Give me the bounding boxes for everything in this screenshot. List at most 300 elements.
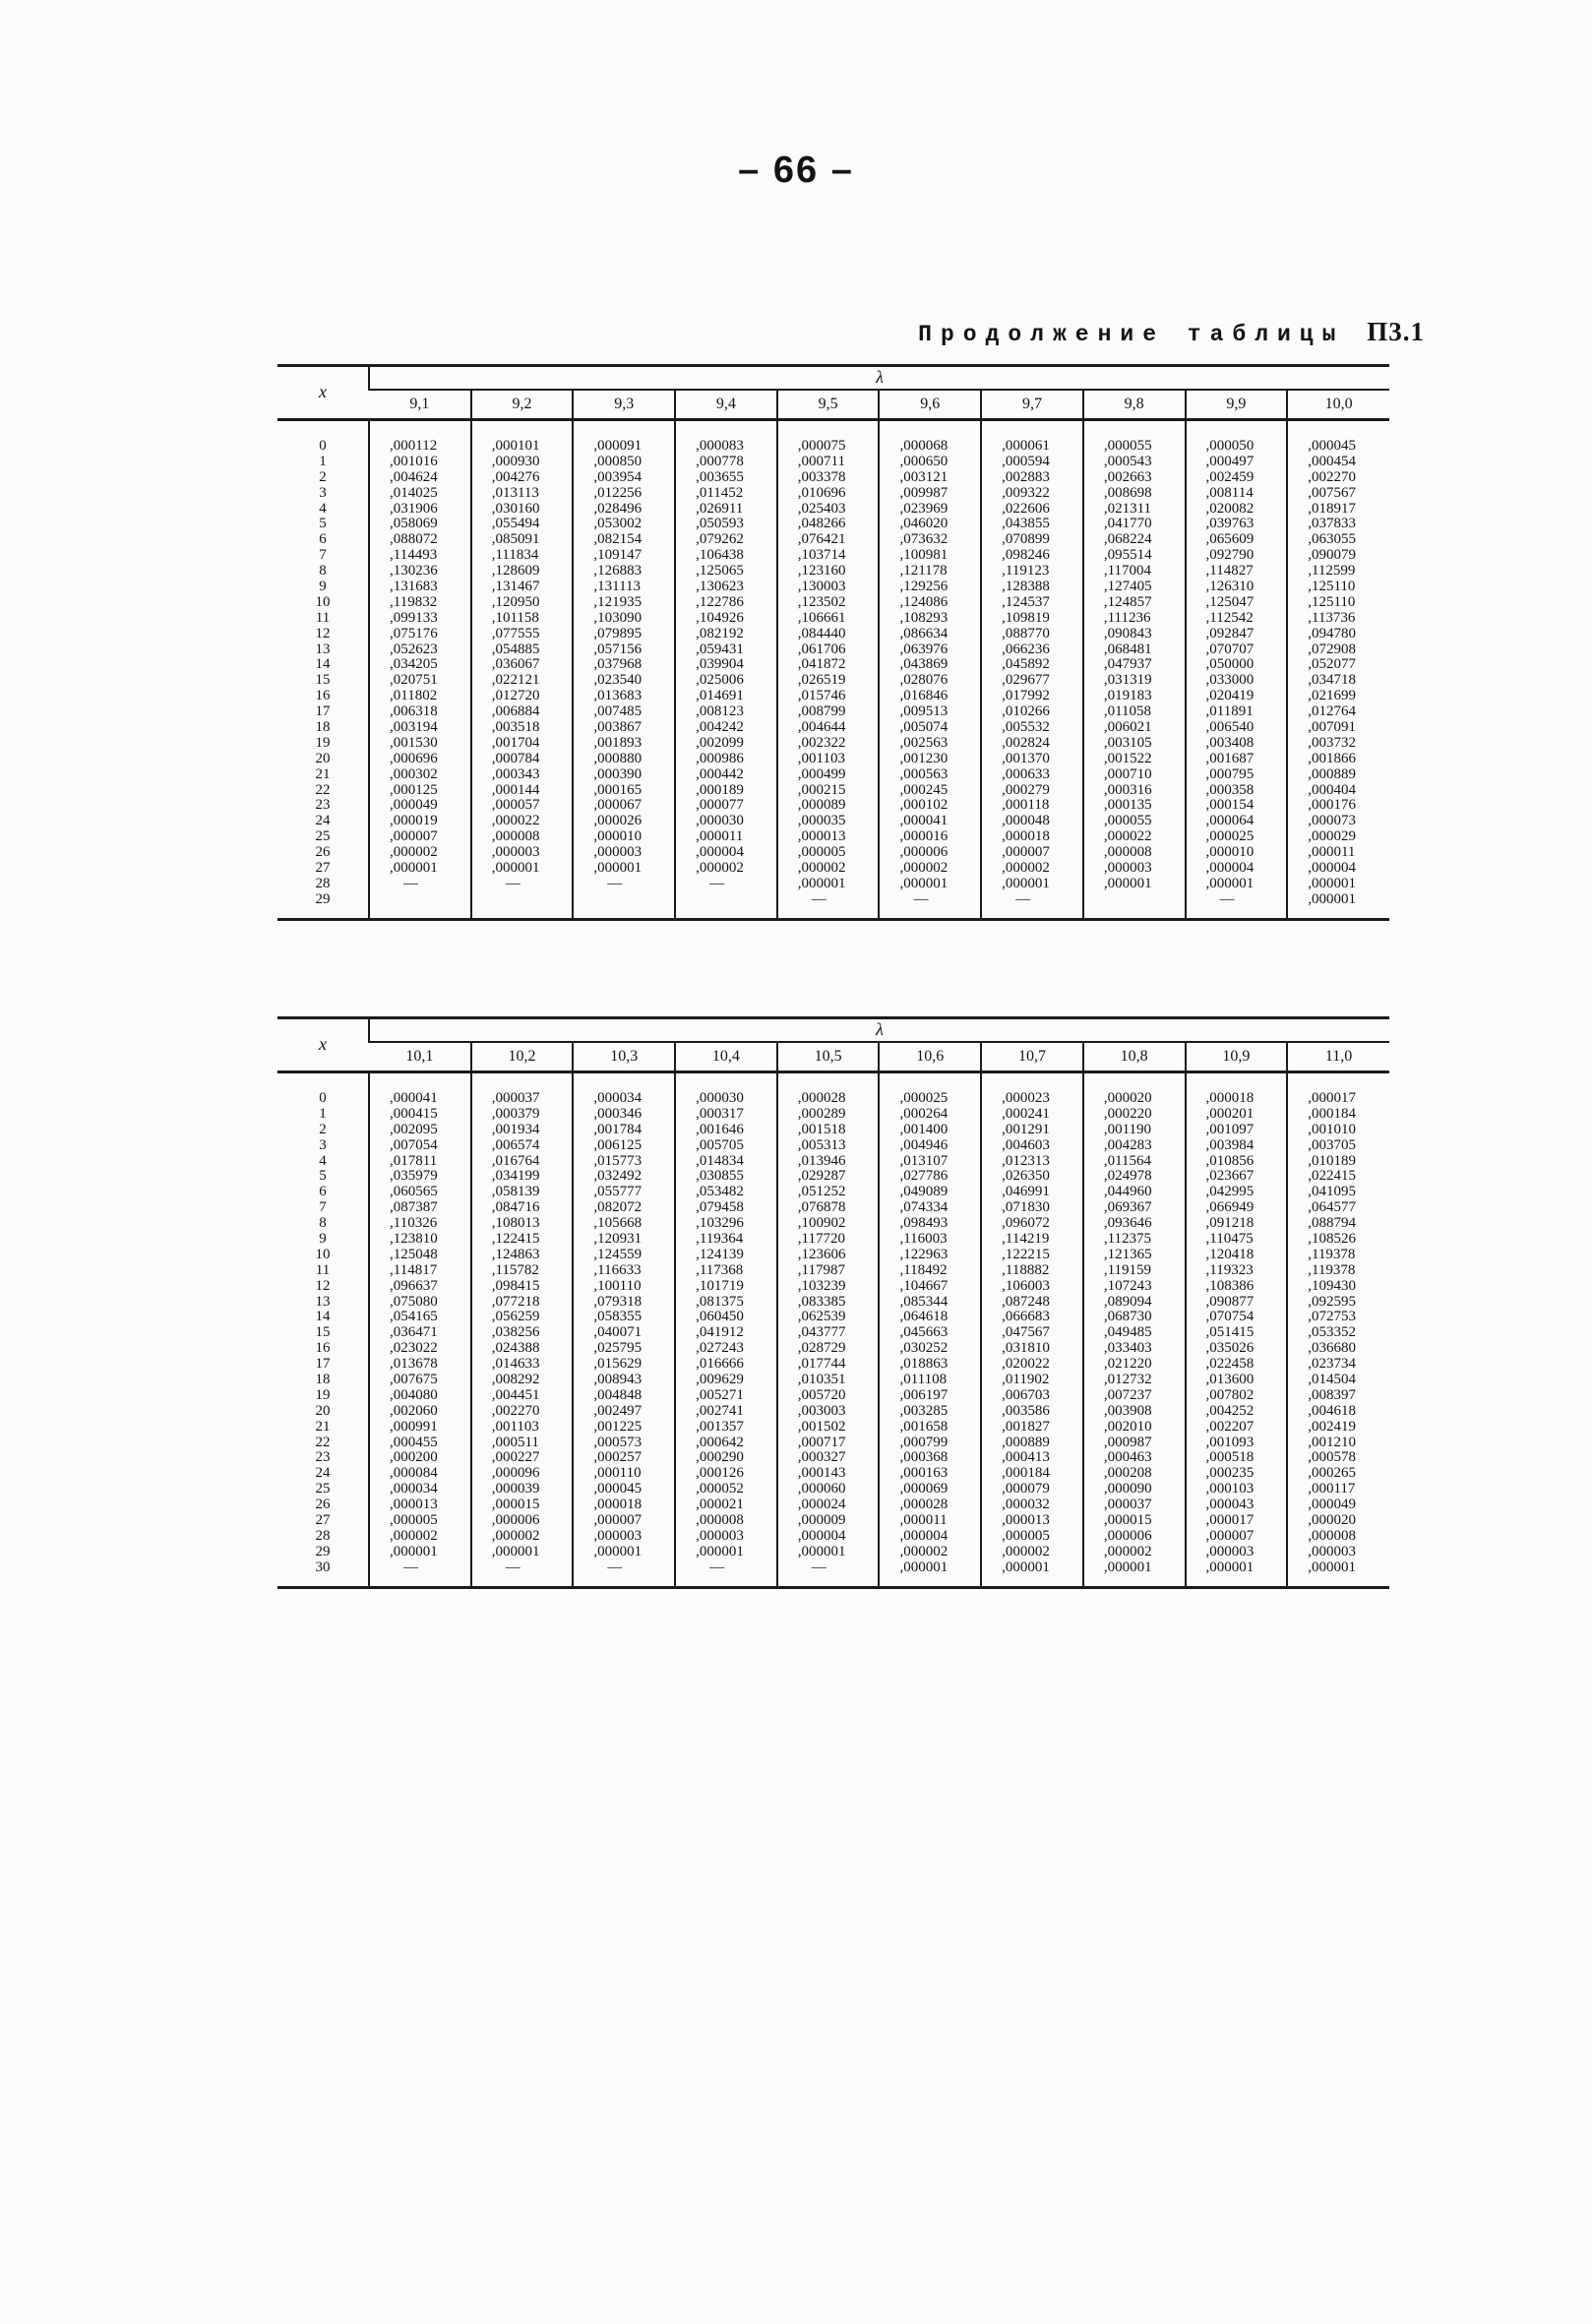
probability-value: — bbox=[1219, 890, 1235, 907]
probability-value: ,000035 bbox=[797, 813, 846, 829]
probability-value: ,006021 bbox=[1103, 719, 1152, 736]
probability-value: ,011902 bbox=[1002, 1372, 1050, 1388]
probability-value: ,007802 bbox=[1205, 1386, 1255, 1403]
x-value: 12 bbox=[315, 1277, 331, 1294]
probability-value: ,022121 bbox=[491, 672, 540, 689]
poisson-table-lower bbox=[277, 1016, 1389, 1589]
x-value: 14 bbox=[315, 1309, 331, 1325]
probability-column bbox=[675, 1072, 777, 1588]
probability-value: ,114817 bbox=[390, 1261, 438, 1278]
probability-value: ,050000 bbox=[1205, 656, 1255, 673]
x-value: 28 bbox=[315, 875, 331, 891]
probability-value: ,088794 bbox=[1308, 1215, 1356, 1232]
probability-value: ,000110 bbox=[593, 1465, 642, 1482]
probability-value: ,072908 bbox=[1308, 641, 1356, 657]
probability-value: ,000264 bbox=[899, 1105, 949, 1122]
probability-value: ,041095 bbox=[1308, 1184, 1356, 1200]
probability-value: ,025006 bbox=[696, 672, 744, 689]
probability-value: ,010856 bbox=[1205, 1152, 1255, 1169]
probability-value: ,000018 bbox=[593, 1497, 643, 1513]
x-value: 11 bbox=[315, 609, 331, 626]
probability-value: ,113736 bbox=[1308, 609, 1356, 626]
probability-value: ,040071 bbox=[593, 1324, 643, 1341]
probability-value: ,108013 bbox=[491, 1215, 540, 1232]
probability-value: ,000165 bbox=[593, 781, 643, 798]
probability-value: ,063976 bbox=[899, 641, 949, 657]
probability-value: ,003105 bbox=[1103, 734, 1152, 751]
probability-value: ,006197 bbox=[899, 1386, 949, 1403]
probability-value: ,011564 bbox=[1103, 1152, 1152, 1169]
probability-value: ,116633 bbox=[593, 1261, 642, 1278]
probability-value: ,000020 bbox=[1308, 1512, 1356, 1529]
x-value: 24 bbox=[315, 1465, 331, 1482]
probability-value: ,004080 bbox=[390, 1386, 438, 1403]
probability-value: ,021220 bbox=[1103, 1356, 1152, 1373]
probability-value: ,079895 bbox=[593, 625, 643, 642]
probability-value: ,001225 bbox=[593, 1418, 643, 1435]
probability-value: ,001530 bbox=[390, 734, 438, 751]
probability-value: ,043777 bbox=[797, 1324, 846, 1341]
probability-value: ,012313 bbox=[1002, 1152, 1050, 1169]
probability-value: ,065609 bbox=[1205, 531, 1255, 548]
x-value: 14 bbox=[315, 656, 331, 673]
probability-value: ,020419 bbox=[1205, 688, 1255, 704]
probability-value: ,127405 bbox=[1103, 579, 1152, 595]
probability-value: ,003705 bbox=[1308, 1136, 1356, 1153]
probability-value: ,060450 bbox=[696, 1309, 744, 1325]
probability-value: ,002010 bbox=[1103, 1418, 1152, 1435]
probability-value: ,000001 bbox=[1103, 1559, 1152, 1575]
probability-value: ,033000 bbox=[1205, 672, 1255, 689]
probability-value: ,000020 bbox=[1103, 1090, 1152, 1106]
probability-value: ,121365 bbox=[1103, 1246, 1152, 1262]
probability-value: ,020022 bbox=[1002, 1356, 1050, 1373]
probability-value: ,015629 bbox=[593, 1356, 643, 1373]
probability-value: ,000317 bbox=[696, 1105, 744, 1122]
probability-value: ,023969 bbox=[899, 500, 949, 517]
probability-value: ,070707 bbox=[1205, 641, 1255, 657]
probability-value: ,000006 bbox=[899, 844, 949, 861]
probability-value: ,000003 bbox=[696, 1527, 744, 1544]
probability-value: — bbox=[505, 1559, 520, 1575]
probability-value: ,031906 bbox=[390, 500, 438, 517]
probability-value: ,000454 bbox=[1308, 453, 1356, 469]
probability-value: ,053002 bbox=[593, 516, 643, 532]
probability-value: ,001210 bbox=[1308, 1434, 1356, 1450]
probability-value: ,087387 bbox=[390, 1199, 438, 1216]
probability-value: ,000052 bbox=[696, 1481, 744, 1498]
probability-value: ,008123 bbox=[696, 703, 744, 720]
probability-value: ,012720 bbox=[491, 688, 540, 704]
probability-value: ,000343 bbox=[491, 765, 540, 782]
probability-value: ,000001 bbox=[1308, 875, 1356, 891]
probability-value: ,119364 bbox=[696, 1231, 744, 1248]
probability-value: ,000037 bbox=[491, 1090, 540, 1106]
probability-value: ,106003 bbox=[1002, 1277, 1050, 1294]
probability-value: ,000005 bbox=[390, 1512, 438, 1529]
probability-value: ,000003 bbox=[1205, 1543, 1255, 1560]
probability-value: ,061706 bbox=[797, 641, 846, 657]
probability-column bbox=[1083, 420, 1186, 920]
x-value: 21 bbox=[315, 765, 331, 782]
probability-value: ,000102 bbox=[899, 797, 949, 814]
probability-value: ,120950 bbox=[491, 593, 540, 610]
probability-value: ,007091 bbox=[1308, 719, 1356, 736]
probability-value: ,103296 bbox=[696, 1215, 744, 1232]
probability-value: ,103239 bbox=[797, 1277, 846, 1294]
probability-value: ,000096 bbox=[491, 1465, 540, 1482]
probability-value: ,000045 bbox=[593, 1481, 643, 1498]
probability-value: ,054885 bbox=[491, 641, 540, 657]
probability-value: ,005532 bbox=[1002, 719, 1050, 736]
probability-value: ,017992 bbox=[1002, 688, 1050, 704]
probability-column bbox=[573, 1072, 675, 1588]
x-value: 0 bbox=[319, 1090, 327, 1106]
probability-value: ,002099 bbox=[696, 734, 744, 751]
probability-value: ,072753 bbox=[1308, 1309, 1356, 1325]
x-value: 20 bbox=[315, 1402, 331, 1419]
probability-value: ,003518 bbox=[491, 719, 540, 736]
probability-value: ,059431 bbox=[696, 641, 744, 657]
probability-value: ,124537 bbox=[1002, 593, 1050, 610]
probability-value: ,000006 bbox=[491, 1512, 540, 1529]
probability-value: ,018917 bbox=[1308, 500, 1356, 517]
probability-value: ,000143 bbox=[797, 1465, 846, 1482]
probability-value: ,105668 bbox=[593, 1215, 643, 1232]
probability-value: ,000001 bbox=[899, 1559, 949, 1575]
probability-value: ,119378 bbox=[1308, 1261, 1356, 1278]
probability-value: ,029287 bbox=[797, 1168, 846, 1185]
probability-value: ,034199 bbox=[491, 1168, 540, 1185]
probability-value: ,000004 bbox=[899, 1527, 949, 1544]
probability-value: ,000008 bbox=[1103, 844, 1152, 861]
probability-value: ,001866 bbox=[1308, 750, 1356, 766]
probability-column bbox=[1186, 1072, 1288, 1588]
probability-value: ,000518 bbox=[1205, 1449, 1255, 1466]
probability-value: ,031319 bbox=[1103, 672, 1152, 689]
lambda-column-header: 9,3 bbox=[573, 390, 675, 420]
probability-value: ,114827 bbox=[1205, 563, 1254, 580]
probability-value: ,055494 bbox=[491, 516, 540, 532]
probability-value: ,006540 bbox=[1205, 719, 1255, 736]
probability-value: ,000316 bbox=[1103, 781, 1152, 798]
probability-value: ,009322 bbox=[1002, 484, 1050, 501]
probability-value: ,126310 bbox=[1205, 579, 1255, 595]
probability-value: ,026350 bbox=[1002, 1168, 1050, 1185]
x-value: 1 bbox=[319, 1105, 327, 1122]
probability-value: ,019183 bbox=[1103, 688, 1152, 704]
probability-value: ,000497 bbox=[1205, 453, 1255, 469]
x-value: 22 bbox=[315, 781, 331, 798]
probability-value: ,004618 bbox=[1308, 1402, 1356, 1419]
probability-value: ,000390 bbox=[593, 765, 643, 782]
page-number: – 66 – bbox=[738, 150, 854, 191]
probability-value: ,000041 bbox=[899, 813, 949, 829]
probability-value: ,064618 bbox=[899, 1309, 949, 1325]
probability-value: ,000016 bbox=[899, 828, 949, 845]
probability-value: — bbox=[913, 890, 929, 907]
x-value: 10 bbox=[315, 593, 331, 610]
probability-value: ,003378 bbox=[797, 468, 846, 485]
probability-value: ,000006 bbox=[1103, 1527, 1152, 1544]
lambda-column-header: 10,4 bbox=[675, 1042, 777, 1072]
probability-value: ,000039 bbox=[491, 1481, 540, 1498]
probability-value: ,003121 bbox=[899, 468, 949, 485]
x-value: 2 bbox=[319, 1121, 327, 1137]
probability-value: ,120418 bbox=[1205, 1246, 1255, 1262]
probability-value: ,074334 bbox=[899, 1199, 949, 1216]
probability-value: ,041912 bbox=[696, 1324, 744, 1341]
probability-value: ,104667 bbox=[899, 1277, 949, 1294]
probability-value: ,093646 bbox=[1103, 1215, 1152, 1232]
probability-value: ,014691 bbox=[696, 688, 744, 704]
probability-value: ,000003 bbox=[491, 844, 540, 861]
lambda-column-header: 10,9 bbox=[1186, 1042, 1288, 1072]
probability-value: ,076421 bbox=[797, 531, 846, 548]
probability-value: ,000022 bbox=[1103, 828, 1152, 845]
probability-value: ,000003 bbox=[1103, 860, 1152, 877]
probability-value: ,000003 bbox=[593, 1527, 643, 1544]
probability-value: ,016666 bbox=[696, 1356, 744, 1373]
probability-value: ,024388 bbox=[491, 1340, 540, 1357]
probability-value: ,028496 bbox=[593, 500, 643, 517]
x-value: 4 bbox=[319, 500, 327, 517]
probability-value: ,007054 bbox=[390, 1136, 438, 1153]
x-column-header: x bbox=[277, 366, 369, 420]
probability-value: ,025403 bbox=[797, 500, 846, 517]
probability-value: ,000642 bbox=[696, 1434, 744, 1450]
probability-value: ,014504 bbox=[1308, 1372, 1356, 1388]
probability-value: ,000026 bbox=[593, 813, 643, 829]
probability-value: ,066236 bbox=[1002, 641, 1050, 657]
probability-value: ,000067 bbox=[593, 797, 643, 814]
probability-value: ,021699 bbox=[1308, 688, 1356, 704]
probability-value: ,001190 bbox=[1103, 1121, 1152, 1137]
probability-value: ,000135 bbox=[1103, 797, 1152, 814]
probability-column bbox=[573, 420, 675, 920]
probability-value: ,000144 bbox=[491, 781, 540, 798]
x-value: 15 bbox=[315, 1324, 331, 1341]
lambda-column-header: 9,2 bbox=[471, 390, 574, 420]
probability-value: ,000005 bbox=[1002, 1527, 1050, 1544]
probability-value: ,119832 bbox=[390, 593, 438, 610]
x-value: 26 bbox=[315, 844, 331, 861]
probability-value: ,030252 bbox=[899, 1340, 949, 1357]
probability-value: ,001097 bbox=[1205, 1121, 1255, 1137]
lambda-header: λ bbox=[369, 366, 1389, 391]
probability-value: ,001370 bbox=[1002, 750, 1050, 766]
probability-value: ,000002 bbox=[797, 860, 846, 877]
probability-value: ,000077 bbox=[696, 797, 744, 814]
probability-value: ,001400 bbox=[899, 1121, 949, 1137]
probability-value: ,000463 bbox=[1103, 1449, 1152, 1466]
probability-value: ,000368 bbox=[899, 1449, 949, 1466]
probability-value: ,108293 bbox=[899, 609, 949, 626]
probability-value: ,004848 bbox=[593, 1386, 643, 1403]
lambda-column-header: 10,2 bbox=[471, 1042, 574, 1072]
lambda-column-header: 9,4 bbox=[675, 390, 777, 420]
probability-value: ,027243 bbox=[696, 1340, 744, 1357]
probability-value: ,000002 bbox=[1002, 860, 1050, 877]
probability-value: ,087248 bbox=[1002, 1293, 1050, 1310]
probability-value: ,131683 bbox=[390, 579, 438, 595]
x-value: 25 bbox=[315, 1481, 331, 1498]
probability-value: ,002419 bbox=[1308, 1418, 1356, 1435]
probability-value: ,000045 bbox=[1308, 438, 1356, 454]
probability-value: ,103090 bbox=[593, 609, 643, 626]
probability-value: ,125047 bbox=[1205, 593, 1255, 610]
x-value: 23 bbox=[315, 1449, 331, 1466]
probability-value: ,000415 bbox=[390, 1105, 438, 1122]
probability-value: ,100981 bbox=[899, 547, 949, 564]
probability-value: ,000075 bbox=[797, 438, 846, 454]
probability-column bbox=[981, 1072, 1083, 1588]
probability-value: ,119378 bbox=[1308, 1246, 1356, 1262]
probability-value: ,003586 bbox=[1002, 1402, 1050, 1419]
lambda-column-header: 9,8 bbox=[1083, 390, 1186, 420]
probability-value: ,000055 bbox=[1103, 813, 1152, 829]
probability-value: ,000778 bbox=[696, 453, 744, 469]
probability-value: ,084440 bbox=[797, 625, 846, 642]
probability-value: ,082154 bbox=[593, 531, 643, 548]
probability-value: ,033403 bbox=[1103, 1340, 1152, 1357]
probability-value: ,000889 bbox=[1308, 765, 1356, 782]
probability-value: ,000022 bbox=[491, 813, 540, 829]
probability-value: ,000290 bbox=[696, 1449, 744, 1466]
probability-value: ,119159 bbox=[1103, 1261, 1152, 1278]
probability-value: ,000302 bbox=[390, 765, 438, 782]
probability-value: ,047937 bbox=[1103, 656, 1152, 673]
probability-value: — bbox=[505, 875, 520, 891]
probability-value: ,046020 bbox=[899, 516, 949, 532]
x-value: 7 bbox=[319, 1199, 327, 1216]
probability-value: ,000227 bbox=[491, 1449, 540, 1466]
probability-value: ,000001 bbox=[696, 1543, 744, 1560]
probability-value: ,096072 bbox=[1002, 1215, 1050, 1232]
probability-value: ,085344 bbox=[899, 1293, 949, 1310]
probability-value: ,075176 bbox=[390, 625, 438, 642]
table-caption bbox=[918, 317, 1425, 347]
probability-value: ,058069 bbox=[390, 516, 438, 532]
probability-value: ,058355 bbox=[593, 1309, 643, 1325]
probability-value: ,108526 bbox=[1308, 1231, 1356, 1248]
lambda-column-header: 9,6 bbox=[879, 390, 981, 420]
probability-value bbox=[593, 892, 674, 908]
probability-value: ,125110 bbox=[1308, 593, 1356, 610]
x-value: 9 bbox=[319, 579, 327, 595]
probability-value: ,079318 bbox=[593, 1293, 643, 1310]
probability-value: ,000034 bbox=[593, 1090, 643, 1106]
x-value: 10 bbox=[315, 1246, 331, 1262]
probability-value: ,000650 bbox=[899, 453, 949, 469]
x-value: 6 bbox=[319, 1184, 327, 1200]
probability-value: ,000101 bbox=[491, 438, 540, 454]
probability-value: ,017811 bbox=[390, 1152, 438, 1169]
probability-value: ,001016 bbox=[390, 453, 438, 469]
probability-value: ,116003 bbox=[899, 1231, 948, 1248]
probability-value: ,000125 bbox=[390, 781, 438, 798]
probability-value: ,000200 bbox=[390, 1449, 438, 1466]
probability-value: ,077218 bbox=[491, 1293, 540, 1310]
probability-value: — bbox=[403, 1559, 418, 1575]
probability-value: ,007675 bbox=[390, 1372, 438, 1388]
probability-value: ,000257 bbox=[593, 1449, 643, 1466]
probability-value bbox=[492, 892, 573, 908]
probability-value: ,000245 bbox=[899, 781, 949, 798]
probability-column bbox=[879, 1072, 981, 1588]
probability-value: ,092847 bbox=[1205, 625, 1255, 642]
probability-value: ,000001 bbox=[797, 875, 846, 891]
probability-value: ,013946 bbox=[797, 1152, 846, 1169]
probability-value: ,000103 bbox=[1205, 1481, 1255, 1498]
probability-value: ,025795 bbox=[593, 1340, 643, 1357]
probability-value: ,001784 bbox=[593, 1121, 643, 1137]
probability-column bbox=[777, 1072, 880, 1588]
probability-value: ,004624 bbox=[390, 468, 438, 485]
probability-value: ,055777 bbox=[593, 1184, 643, 1200]
probability-value: ,000021 bbox=[696, 1497, 744, 1513]
probability-value: ,002270 bbox=[1308, 468, 1356, 485]
probability-value: ,114493 bbox=[390, 547, 438, 564]
probability-value: ,000930 bbox=[491, 453, 540, 469]
probability-value: ,000710 bbox=[1103, 765, 1152, 782]
probability-value: ,047567 bbox=[1002, 1324, 1050, 1341]
probability-value: ,030855 bbox=[696, 1168, 744, 1185]
probability-value: ,000001 bbox=[1205, 875, 1255, 891]
probability-column bbox=[369, 1072, 471, 1588]
probability-value: ,001934 bbox=[491, 1121, 540, 1137]
probability-value: ,000018 bbox=[1205, 1090, 1255, 1106]
x-value: 24 bbox=[315, 813, 331, 829]
probability-value: ,000889 bbox=[1002, 1434, 1050, 1450]
x-value: 7 bbox=[319, 547, 327, 564]
x-value: 1 bbox=[319, 453, 327, 469]
probability-value: ,060565 bbox=[390, 1184, 438, 1200]
probability-value: ,000003 bbox=[593, 844, 643, 861]
probability-value: ,001103 bbox=[491, 1418, 539, 1435]
probability-value: ,003732 bbox=[1308, 734, 1356, 751]
probability-value: ,088770 bbox=[1002, 625, 1050, 642]
probability-value: ,000003 bbox=[1308, 1543, 1356, 1560]
x-value: 8 bbox=[319, 563, 327, 580]
probability-value: ,041872 bbox=[797, 656, 846, 673]
probability-value: ,045892 bbox=[1002, 656, 1050, 673]
probability-value: ,023734 bbox=[1308, 1356, 1356, 1373]
probability-value: ,000002 bbox=[390, 844, 438, 861]
lambda-column-header: 10,8 bbox=[1083, 1042, 1186, 1072]
probability-value: ,125110 bbox=[1308, 579, 1356, 595]
probability-value: ,052623 bbox=[390, 641, 438, 657]
probability-value: ,000034 bbox=[390, 1481, 438, 1498]
x-value: 17 bbox=[315, 1356, 331, 1373]
probability-value: ,000017 bbox=[1205, 1512, 1255, 1529]
probability-value: ,110475 bbox=[1205, 1231, 1254, 1248]
probability-value: ,000799 bbox=[899, 1434, 949, 1450]
probability-value: ,034718 bbox=[1308, 672, 1356, 689]
probability-value: ,001010 bbox=[1308, 1121, 1356, 1137]
probability-value: ,043869 bbox=[899, 656, 949, 673]
probability-value: ,000001 bbox=[491, 1543, 540, 1560]
probability-value: ,064577 bbox=[1308, 1199, 1356, 1216]
lambda-column-header: 9,5 bbox=[777, 390, 880, 420]
probability-value: ,119323 bbox=[1205, 1261, 1254, 1278]
probability-value: ,000987 bbox=[1103, 1434, 1152, 1450]
probability-value: ,122215 bbox=[1002, 1246, 1050, 1262]
probability-value: ,075080 bbox=[390, 1293, 438, 1310]
probability-value: ,000001 bbox=[593, 1543, 643, 1560]
probability-value: ,000050 bbox=[1205, 438, 1255, 454]
probability-column bbox=[471, 1072, 574, 1588]
